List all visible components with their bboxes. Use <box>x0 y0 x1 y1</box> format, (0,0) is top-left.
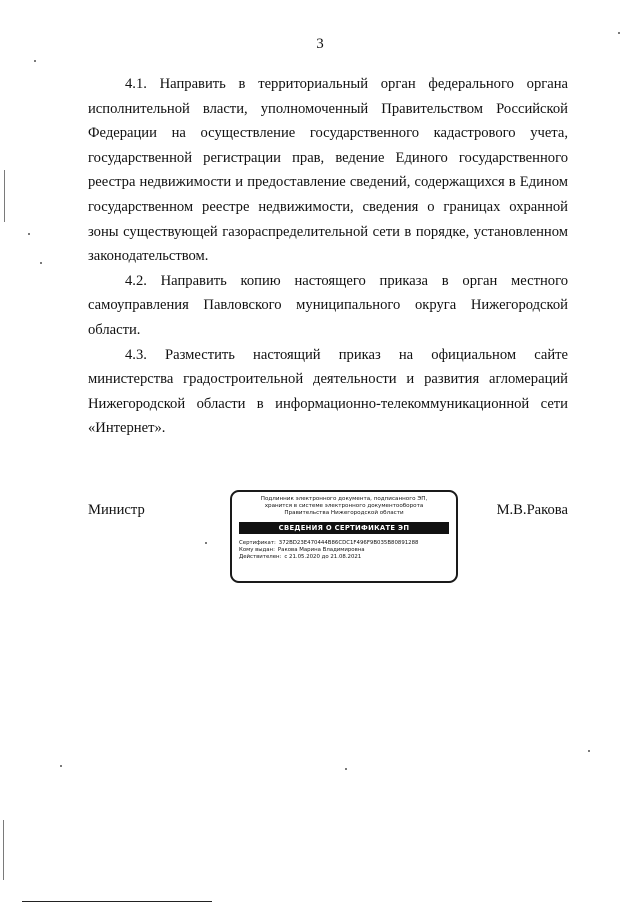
scan-artifact <box>618 32 620 34</box>
stamp-validity-line <box>239 554 449 561</box>
page-number: 3 <box>316 36 324 52</box>
stamp-header-line: хранится в системе электронного документооборота <box>264 503 424 510</box>
stamp-issued-to-label: Кому выдан: <box>239 546 275 553</box>
scan-artifact <box>345 768 347 770</box>
paragraph-4-2: 4.2. Направить копию настоящего приказа в орган местного самоуправления Павловского муниципального округа Нижегородской области. <box>88 272 568 338</box>
scan-artifact <box>205 542 207 544</box>
stamp-validity-value: с 21.05.2020 до 21.08.2021 <box>284 553 362 560</box>
stamp-certificate-line <box>239 540 449 547</box>
stamp-issued-to-value: Ракова Марина Владимировна <box>277 546 365 553</box>
footer-rule <box>22 901 212 902</box>
stamp-banner: СВЕДЕНИЯ О СЕРТИФИКАТЕ ЭП <box>239 522 449 534</box>
scan-artifact <box>588 750 590 752</box>
signer-title: Министр <box>88 502 145 518</box>
stamp-header-line: Правительства Нижегородской области <box>284 510 404 517</box>
paragraph-4-1: 4.1. Направить в территориальный орган федерального органа исполнительной власти, уполномоченный Правительством Российской Федерации на осуществление государственного кадастрового учета, государственной регистрации прав, ведение Единого государственного реестра недвижимости и предоставление сведений, содержащихся в Едином государственном реестре недвижимости, сведения о границах охранной зоны существующей газораспределительной сети в порядке, установленном законодательством. <box>88 76 568 265</box>
electronic-signature-stamp <box>230 490 458 583</box>
signature-block <box>88 490 568 590</box>
stamp-validity-label: Действителен: <box>239 553 282 560</box>
stamp-issued-to-line <box>239 547 449 554</box>
scan-artifact <box>3 820 4 880</box>
scan-artifact <box>60 765 62 767</box>
scan-artifact <box>28 233 30 235</box>
stamp-certificate-label: Сертификат: <box>239 539 276 546</box>
stamp-certificate-value: 372BD23E470444B86CDC1F496F9B035B80891288 <box>278 539 419 546</box>
document-body <box>88 72 568 441</box>
scan-artifact <box>4 170 5 222</box>
scan-artifact <box>40 262 42 264</box>
signer-name: М.В.Ракова <box>496 502 568 518</box>
stamp-header-line: Подлинник электронного документа, подписанного ЭП, <box>260 496 428 502</box>
scan-artifact <box>34 60 36 62</box>
paragraph-4-3: 4.3. Разместить настоящий приказ на официальном сайте министерства градостроительной деятельности и развития агломераций Нижегородской области в информационно-телекоммуникационной сети «Интернет». <box>88 346 568 437</box>
